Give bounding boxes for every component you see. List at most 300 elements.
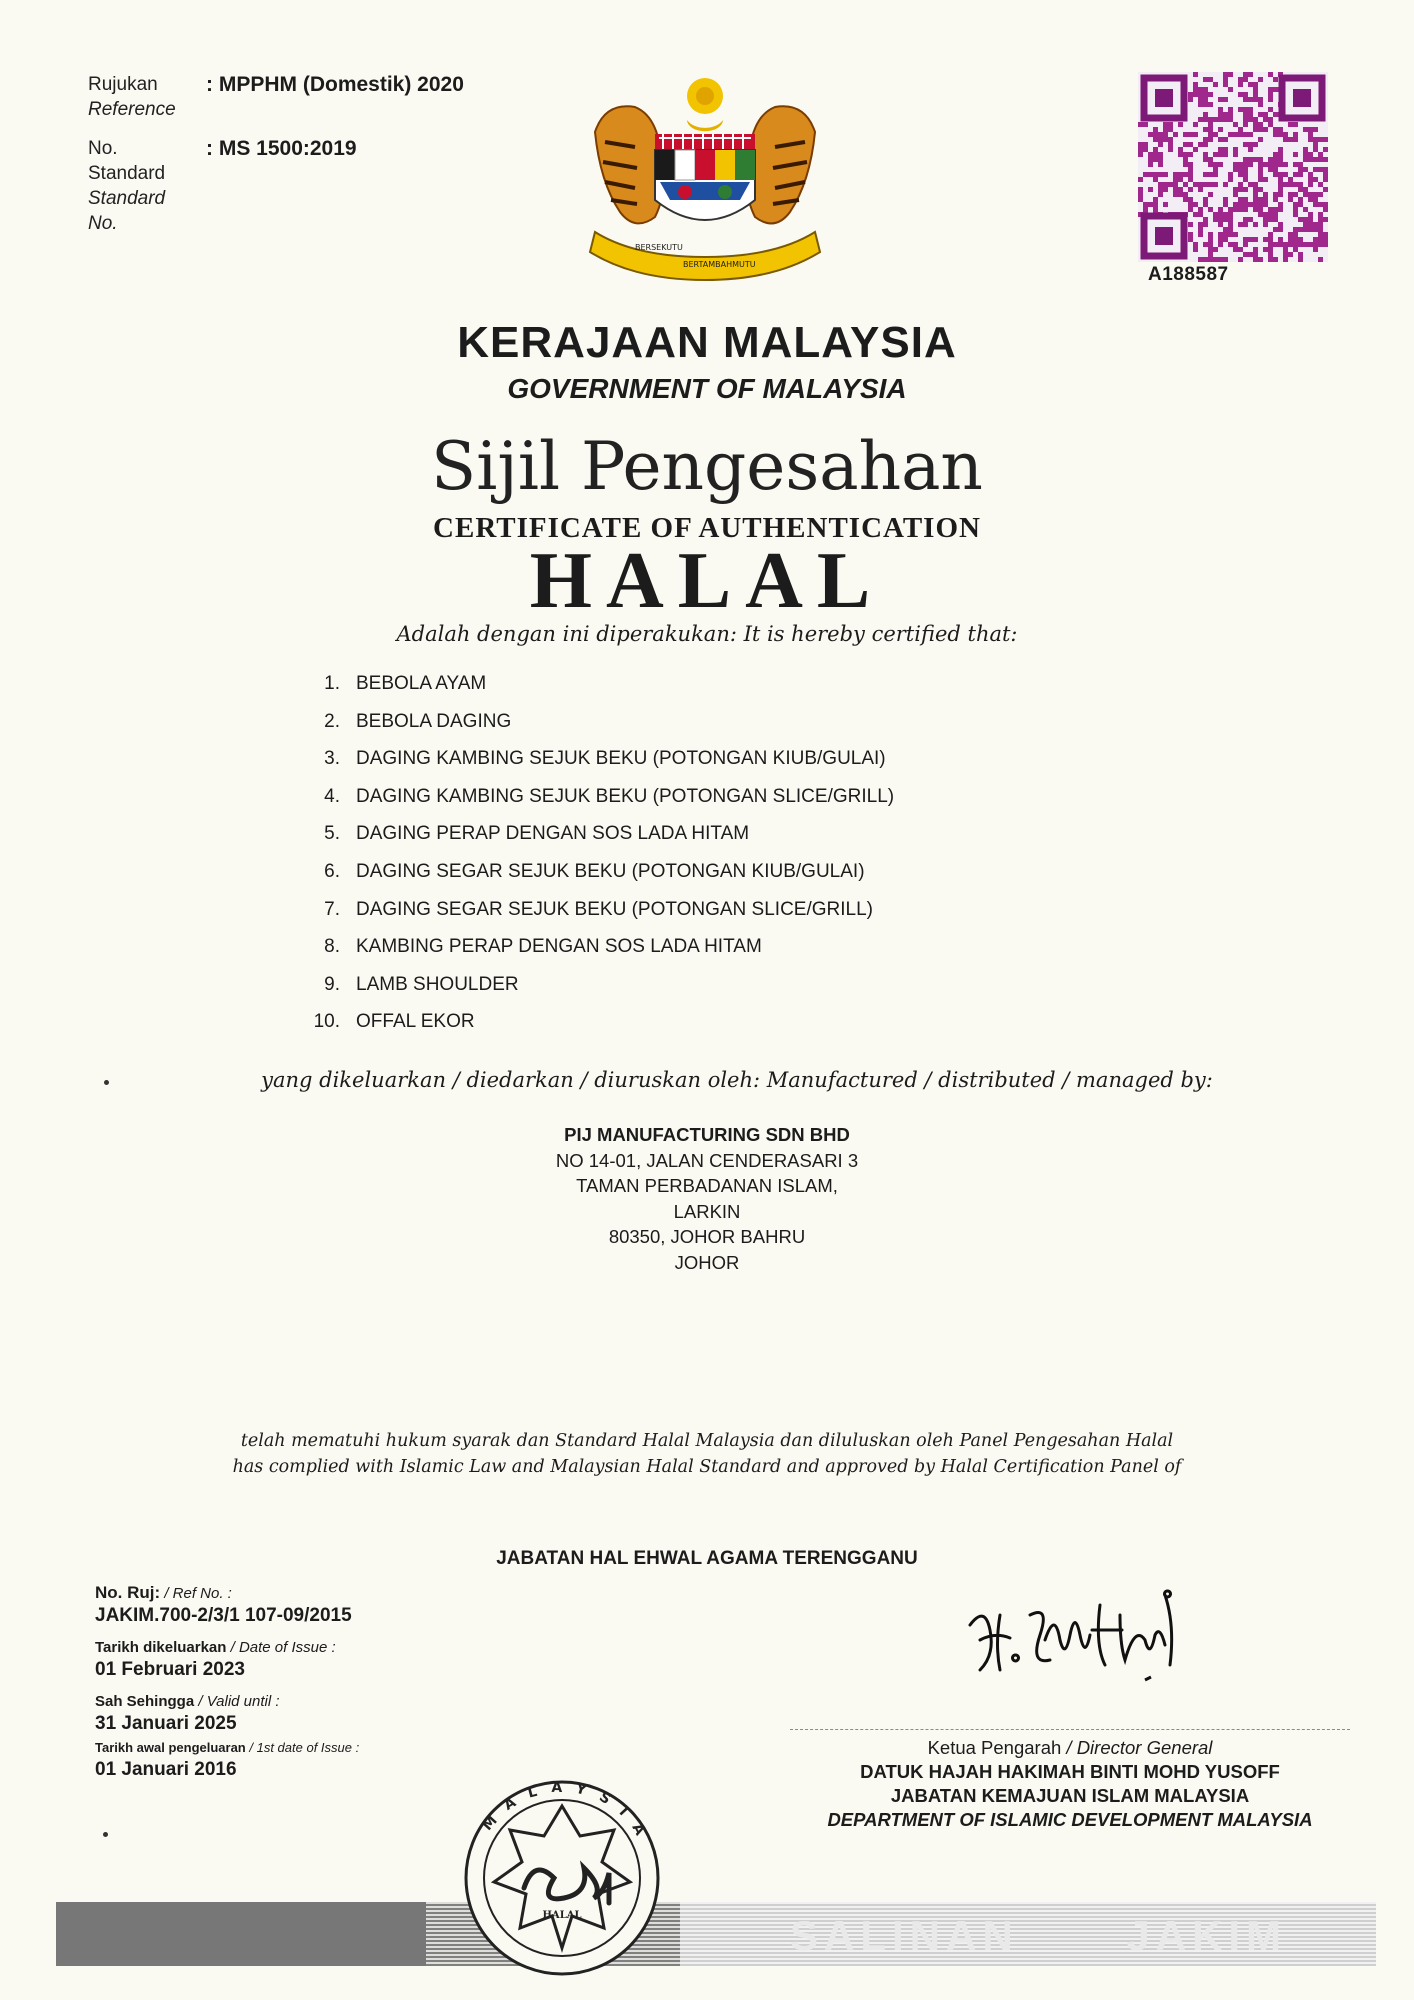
product-name: LAMB SHOULDER bbox=[356, 973, 519, 995]
qr-cell bbox=[1313, 157, 1318, 162]
qr-cell bbox=[1218, 137, 1223, 142]
qr-cell bbox=[1253, 92, 1258, 97]
qr-cell bbox=[1293, 192, 1298, 197]
list-item: 10. OFFAL EKOR bbox=[292, 1011, 894, 1049]
qr-cell bbox=[1243, 142, 1248, 147]
qr-cell bbox=[1243, 222, 1248, 227]
footer-watermark: SALINAN JAKIM bbox=[790, 1912, 1288, 1959]
qr-cell bbox=[1203, 97, 1208, 102]
qr-cell bbox=[1173, 177, 1178, 182]
first-issue-value: 01 Januari 2016 bbox=[95, 1759, 237, 1780]
qr-cell bbox=[1248, 217, 1253, 222]
product-name: DAGING PERAP DENGAN SOS LADA HITAM bbox=[356, 823, 750, 845]
qr-cell bbox=[1193, 82, 1198, 87]
qr-cell bbox=[1278, 227, 1283, 232]
margin-mark bbox=[103, 1832, 108, 1837]
qr-cell bbox=[1228, 222, 1233, 227]
qr-cell bbox=[1303, 227, 1308, 232]
qr-cell bbox=[1143, 207, 1148, 212]
qr-cell bbox=[1263, 217, 1268, 222]
qr-cell bbox=[1243, 202, 1248, 207]
qr-cell bbox=[1163, 187, 1168, 192]
qr-cell bbox=[1278, 127, 1283, 132]
director-title: Ketua Pengarah / Director General bbox=[927, 1737, 1213, 1758]
qr-cell bbox=[1258, 202, 1263, 207]
qr-cell bbox=[1148, 187, 1153, 192]
qr-cell bbox=[1323, 167, 1328, 172]
qr-cell bbox=[1138, 122, 1143, 127]
qr-cell bbox=[1198, 212, 1203, 217]
qr-cell bbox=[1258, 127, 1263, 132]
qr-cell bbox=[1223, 152, 1228, 157]
qr-cell bbox=[1253, 82, 1258, 87]
qr-cell bbox=[1273, 227, 1278, 232]
qr-cell bbox=[1288, 197, 1293, 202]
qr-cell bbox=[1178, 147, 1183, 152]
qr-cell bbox=[1293, 232, 1298, 237]
qr-cell bbox=[1213, 82, 1218, 87]
qr-cell bbox=[1263, 202, 1268, 207]
qr-cell bbox=[1318, 137, 1323, 142]
qr-cell bbox=[1258, 97, 1263, 102]
qr-cell bbox=[1283, 137, 1288, 142]
qr-cell bbox=[1238, 172, 1243, 177]
qr-cell bbox=[1308, 132, 1313, 137]
product-list bbox=[292, 673, 894, 1049]
qr-cell bbox=[1278, 182, 1283, 187]
qr-cell bbox=[1193, 242, 1198, 247]
qr-cell bbox=[1253, 122, 1258, 127]
qr-cell bbox=[1253, 157, 1258, 162]
qr-cell bbox=[1298, 187, 1303, 192]
svg-text:BERTAMBAHMUTU: BERTAMBAHMUTU bbox=[683, 260, 756, 269]
qr-cell bbox=[1243, 162, 1248, 167]
qr-cell bbox=[1258, 157, 1263, 162]
qr-cell bbox=[1318, 167, 1323, 172]
reference-block bbox=[88, 72, 464, 250]
qr-cell bbox=[1283, 162, 1288, 167]
qr-cell bbox=[1208, 77, 1213, 82]
qr-cell bbox=[1283, 252, 1288, 257]
qr-cell bbox=[1283, 172, 1288, 177]
product-name: KAMBING PERAP DENGAN SOS LADA HITAM bbox=[356, 936, 762, 958]
government-title-en: GOVERNMENT OF MALAYSIA bbox=[507, 373, 907, 404]
qr-cell bbox=[1178, 192, 1183, 197]
qr-cell bbox=[1188, 132, 1193, 137]
department-name-en: DEPARTMENT OF ISLAMIC DEVELOPMENT MALAYSIA bbox=[827, 1809, 1313, 1830]
qr-cell bbox=[1198, 92, 1203, 97]
qr-cell bbox=[1223, 147, 1228, 152]
qr-cell bbox=[1298, 237, 1303, 242]
qr-cell bbox=[1223, 137, 1228, 142]
qr-cell bbox=[1293, 182, 1298, 187]
qr-cell bbox=[1228, 232, 1233, 237]
list-item: 9. LAMB SHOULDER bbox=[292, 974, 894, 1012]
qr-cell bbox=[1298, 162, 1303, 167]
qr-cell bbox=[1198, 227, 1203, 232]
qr-cell bbox=[1303, 207, 1308, 212]
qr-cell bbox=[1233, 202, 1238, 207]
qr-cell bbox=[1208, 127, 1213, 132]
qr-cell bbox=[1243, 197, 1248, 202]
qr-cell bbox=[1193, 202, 1198, 207]
qr-cell bbox=[1273, 157, 1278, 162]
qr-cell bbox=[1203, 157, 1208, 162]
product-name: OFFAL EKOR bbox=[356, 1011, 475, 1033]
qr-cell bbox=[1288, 122, 1293, 127]
qr-cell bbox=[1188, 152, 1193, 157]
qr-cell bbox=[1263, 237, 1268, 242]
certificate-title-ms: Sijil Pengesahan bbox=[431, 428, 983, 505]
qr-cell bbox=[1308, 152, 1313, 157]
qr-cell bbox=[1268, 162, 1273, 167]
qr-cell bbox=[1208, 237, 1213, 242]
qr-cell bbox=[1298, 202, 1303, 207]
qr-cell bbox=[1203, 182, 1208, 187]
qr-cell bbox=[1228, 207, 1233, 212]
qr-cell bbox=[1198, 97, 1203, 102]
qr-cell bbox=[1273, 242, 1278, 247]
qr-cell bbox=[1298, 167, 1303, 172]
qr-cell bbox=[1268, 232, 1273, 237]
halal-logo-icon bbox=[462, 1778, 662, 1978]
certificate-details bbox=[95, 1582, 359, 1791]
qr-cell bbox=[1308, 227, 1313, 232]
qr-cell bbox=[1268, 257, 1273, 262]
qr-cell bbox=[1213, 217, 1218, 222]
qr-cell bbox=[1183, 172, 1188, 177]
qr-cell bbox=[1293, 202, 1298, 207]
qr-cell bbox=[1218, 127, 1223, 132]
qr-cell bbox=[1153, 157, 1158, 162]
qr-cell bbox=[1248, 252, 1253, 257]
qr-cell bbox=[1153, 207, 1158, 212]
qr-cell bbox=[1238, 187, 1243, 192]
qr-cell bbox=[1318, 217, 1323, 222]
qr-cell bbox=[1273, 212, 1278, 217]
qr-cell bbox=[1293, 122, 1298, 127]
qr-cell bbox=[1198, 102, 1203, 107]
product-name: DAGING KAMBING SEJUK BEKU (POTONGAN KIUB/GULAI) bbox=[356, 748, 886, 770]
compliance-line-en: has complied with Islamic Law and Malaysian Halal Standard and approved by Halal Certification Panel of bbox=[232, 1457, 1182, 1477]
qr-cell bbox=[1233, 152, 1238, 157]
qr-cell bbox=[1163, 122, 1168, 127]
qr-cell bbox=[1258, 207, 1263, 212]
qr-cell bbox=[1193, 247, 1198, 252]
qr-cell bbox=[1248, 117, 1253, 122]
qr-cell bbox=[1318, 152, 1323, 157]
qr-cell bbox=[1268, 72, 1273, 77]
qr-cell bbox=[1188, 222, 1193, 227]
qr-cell bbox=[1203, 137, 1208, 142]
qr-cell bbox=[1318, 257, 1323, 262]
qr-cell bbox=[1273, 152, 1278, 157]
qr-cell bbox=[1303, 167, 1308, 172]
qr-cell bbox=[1223, 117, 1228, 122]
qr-cell bbox=[1298, 252, 1303, 257]
qr-cell bbox=[1258, 122, 1263, 127]
qr-cell bbox=[1203, 112, 1208, 117]
qr-cell bbox=[1163, 137, 1168, 142]
qr-cell bbox=[1183, 157, 1188, 162]
qr-cell bbox=[1148, 157, 1153, 162]
qr-cell bbox=[1288, 252, 1293, 257]
qr-cell bbox=[1268, 167, 1273, 172]
qr-cell bbox=[1283, 247, 1288, 252]
first-issue-label: Tarikh awal pengeluaran / 1st date of Issue : bbox=[95, 1740, 360, 1755]
qr-cell bbox=[1148, 152, 1153, 157]
qr-cell bbox=[1323, 217, 1328, 222]
qr-cell bbox=[1268, 157, 1273, 162]
qr-cell bbox=[1258, 197, 1263, 202]
qr-cell bbox=[1263, 212, 1268, 217]
qr-cell bbox=[1223, 227, 1228, 232]
qr-cell bbox=[1238, 257, 1243, 262]
qr-cell bbox=[1238, 82, 1243, 87]
qr-cell bbox=[1178, 152, 1183, 157]
qr-cell bbox=[1238, 207, 1243, 212]
qr-cell bbox=[1318, 202, 1323, 207]
qr-cell bbox=[1293, 132, 1298, 137]
qr-cell bbox=[1148, 162, 1153, 167]
qr-cell bbox=[1283, 182, 1288, 187]
qr-cell bbox=[1198, 232, 1203, 237]
product-name: BEBOLA DAGING bbox=[356, 710, 512, 732]
qr-cell bbox=[1163, 132, 1168, 137]
qr-cell bbox=[1253, 202, 1258, 207]
qr-cell bbox=[1313, 127, 1318, 132]
qr-cell bbox=[1208, 242, 1213, 247]
qr-cell bbox=[1168, 122, 1173, 127]
qr-cell bbox=[1303, 152, 1308, 157]
qr-cell bbox=[1248, 72, 1253, 77]
qr-cell bbox=[1313, 222, 1318, 227]
qr-cell bbox=[1203, 77, 1208, 82]
signature-line bbox=[790, 1729, 1350, 1730]
qr-cell bbox=[1188, 237, 1193, 242]
qr-cell bbox=[1293, 207, 1298, 212]
qr-cell bbox=[1188, 167, 1193, 172]
qr-cell bbox=[1263, 197, 1268, 202]
qr-cell bbox=[1163, 172, 1168, 177]
qr-cell bbox=[1198, 222, 1203, 227]
qr-cell bbox=[1223, 232, 1228, 237]
qr-cell bbox=[1243, 92, 1248, 97]
qr-cell bbox=[1218, 207, 1223, 212]
qr-cell bbox=[1283, 132, 1288, 137]
qr-cell bbox=[1278, 157, 1283, 162]
qr-cell bbox=[1243, 177, 1248, 182]
qr-cell bbox=[1198, 257, 1203, 262]
qr-cell bbox=[1223, 212, 1228, 217]
qr-cell bbox=[1323, 177, 1328, 182]
qr-cell bbox=[1313, 142, 1318, 147]
qr-cell bbox=[1208, 172, 1213, 177]
qr-cell bbox=[1323, 202, 1328, 207]
qr-cell bbox=[1203, 87, 1208, 92]
qr-code-icon bbox=[1138, 72, 1328, 262]
qr-cell bbox=[1258, 137, 1263, 142]
qr-cell bbox=[1243, 117, 1248, 122]
list-item: 5. DAGING PERAP DENGAN SOS LADA HITAM bbox=[292, 823, 894, 861]
qr-cell bbox=[1218, 232, 1223, 237]
qr-cell bbox=[1233, 207, 1238, 212]
qr-cell bbox=[1253, 222, 1258, 227]
company-address-line: JOHOR bbox=[674, 1251, 740, 1273]
qr-cell bbox=[1213, 117, 1218, 122]
compliance-line-ms: telah mematuhi hukum syarak dan Standard Halal Malaysia dan diluluskan oleh Panel Pengesahan Halal bbox=[240, 1431, 1174, 1451]
qr-cell bbox=[1253, 237, 1258, 242]
qr-cell bbox=[1143, 147, 1148, 152]
qr-cell bbox=[1218, 112, 1223, 117]
qr-cell bbox=[1303, 157, 1308, 162]
qr-cell bbox=[1283, 257, 1288, 262]
qr-cell bbox=[1153, 172, 1158, 177]
qr-cell bbox=[1158, 152, 1163, 157]
qr-cell bbox=[1318, 182, 1323, 187]
qr-cell bbox=[1233, 232, 1238, 237]
qr-cell bbox=[1143, 142, 1148, 147]
qr-cell bbox=[1203, 172, 1208, 177]
qr-cell bbox=[1228, 132, 1233, 137]
qr-cell bbox=[1318, 212, 1323, 217]
qr-cell bbox=[1218, 257, 1223, 262]
qr-cell bbox=[1233, 167, 1238, 172]
qr-cell bbox=[1308, 212, 1313, 217]
qr-cell bbox=[1253, 182, 1258, 187]
qr-cell bbox=[1243, 122, 1248, 127]
qr-cell bbox=[1213, 172, 1218, 177]
qr-cell bbox=[1153, 137, 1158, 142]
qr-cell bbox=[1208, 192, 1213, 197]
qr-cell bbox=[1183, 162, 1188, 167]
ref-no-label: No. Ruj: / Ref No. : bbox=[95, 1583, 232, 1602]
qr-cell bbox=[1253, 252, 1258, 257]
qr-cell bbox=[1253, 192, 1258, 197]
qr-cell bbox=[1293, 242, 1298, 247]
certified-statement: Adalah dengan ini diperakukan: It is hereby certified that: bbox=[396, 622, 1018, 646]
qr-cell bbox=[1268, 237, 1273, 242]
qr-cell bbox=[1213, 132, 1218, 137]
qr-cell bbox=[1228, 217, 1233, 222]
qr-cell bbox=[1253, 97, 1258, 102]
qr-cell bbox=[1323, 172, 1328, 177]
qr-cell bbox=[1188, 187, 1193, 192]
qr-cell bbox=[1298, 217, 1303, 222]
qr-cell bbox=[1218, 152, 1223, 157]
government-title-ms: KERAJAAN MALAYSIA bbox=[457, 318, 957, 367]
qr-cell bbox=[1263, 247, 1268, 252]
qr-cell bbox=[1223, 202, 1228, 207]
qr-cell bbox=[1238, 77, 1243, 82]
qr-cell bbox=[1253, 207, 1258, 212]
qr-cell bbox=[1303, 127, 1308, 132]
qr-cell bbox=[1218, 217, 1223, 222]
qr-cell bbox=[1228, 87, 1233, 92]
qr-cell bbox=[1138, 187, 1143, 192]
qr-cell bbox=[1268, 252, 1273, 257]
qr-cell bbox=[1318, 242, 1323, 247]
qr-cell bbox=[1278, 172, 1283, 177]
qr-cell bbox=[1208, 122, 1213, 127]
qr-cell bbox=[1273, 127, 1278, 132]
qr-cell bbox=[1178, 187, 1183, 192]
qr-cell bbox=[1288, 177, 1293, 182]
qr-cell bbox=[1228, 227, 1233, 232]
qr-cell bbox=[1143, 172, 1148, 177]
qr-cell bbox=[1243, 237, 1248, 242]
qr-cell bbox=[1238, 92, 1243, 97]
qr-cell bbox=[1258, 167, 1263, 172]
qr-cell bbox=[1253, 117, 1258, 122]
qr-cell bbox=[1248, 147, 1253, 152]
qr-cell bbox=[1203, 142, 1208, 147]
qr-cell bbox=[1203, 257, 1208, 262]
qr-cell bbox=[1203, 102, 1208, 107]
qr-cell bbox=[1273, 217, 1278, 222]
qr-cell bbox=[1238, 127, 1243, 132]
qr-cell bbox=[1188, 197, 1193, 202]
qr-cell bbox=[1248, 162, 1253, 167]
qr-cell bbox=[1198, 187, 1203, 192]
qr-cell bbox=[1153, 127, 1158, 132]
qr-cell bbox=[1168, 142, 1173, 147]
director-signature bbox=[960, 1585, 1200, 1685]
qr-cell bbox=[1258, 212, 1263, 217]
qr-cell bbox=[1298, 242, 1303, 247]
qr-cell bbox=[1298, 227, 1303, 232]
qr-cell bbox=[1243, 172, 1248, 177]
qr-cell bbox=[1203, 92, 1208, 97]
qr-cell bbox=[1248, 202, 1253, 207]
qr-cell bbox=[1238, 182, 1243, 187]
qr-cell bbox=[1168, 147, 1173, 152]
qr-cell bbox=[1213, 257, 1218, 262]
qr-cell bbox=[1248, 82, 1253, 87]
qr-cell bbox=[1193, 72, 1198, 77]
qr-cell bbox=[1178, 172, 1183, 177]
qr-cell bbox=[1153, 147, 1158, 152]
qr-cell bbox=[1258, 257, 1263, 262]
qr-cell bbox=[1183, 192, 1188, 197]
halal-heading: HALAL bbox=[529, 537, 885, 625]
list-item: 1. BEBOLA AYAM bbox=[292, 673, 894, 711]
serial-number: A188587 bbox=[1148, 264, 1229, 285]
qr-cell bbox=[1248, 107, 1253, 112]
qr-cell bbox=[1233, 162, 1238, 167]
qr-cell bbox=[1278, 222, 1283, 227]
qr-cell bbox=[1298, 257, 1303, 262]
qr-cell bbox=[1233, 132, 1238, 137]
qr-cell bbox=[1208, 162, 1213, 167]
qr-cell bbox=[1153, 132, 1158, 137]
qr-cell bbox=[1188, 162, 1193, 167]
qr-cell bbox=[1223, 82, 1228, 87]
qr-cell bbox=[1293, 237, 1298, 242]
qr-cell bbox=[1218, 237, 1223, 242]
qr-cell bbox=[1188, 92, 1193, 97]
qr-cell bbox=[1323, 232, 1328, 237]
qr-cell bbox=[1268, 92, 1273, 97]
qr-cell bbox=[1228, 212, 1233, 217]
qr-cell bbox=[1208, 232, 1213, 237]
qr-cell bbox=[1248, 182, 1253, 187]
qr-cell bbox=[1208, 102, 1213, 107]
qr-cell bbox=[1293, 152, 1298, 157]
qr-cell bbox=[1193, 147, 1198, 152]
qr-cell bbox=[1273, 192, 1278, 197]
qr-cell bbox=[1263, 112, 1268, 117]
